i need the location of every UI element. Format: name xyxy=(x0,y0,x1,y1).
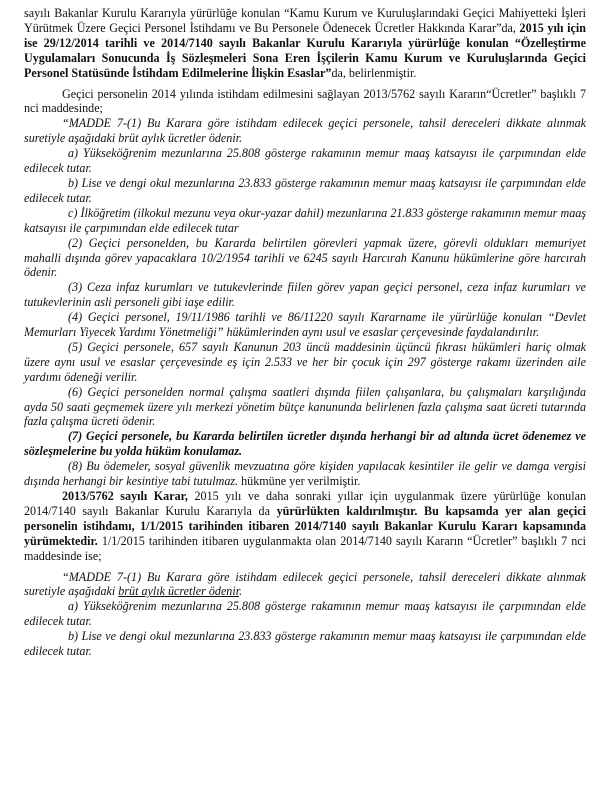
repeal-bold-2: yürürlükten kaldırılmıştır. Bu kapsamda yer alan geçici personelin istihdamı, 1/1/2015 tarihinden itibaren 2014/7140 sayılı Bakanlar Kurulu Kararı kapsamında yürümektedir. xyxy=(24,503,586,548)
intro-tail: da, belirlenmiştir. xyxy=(331,65,417,80)
quote2-item-a: a) Yükseköğrenim mezunlarına 25.808 gösterge rakamının memur maaş katsayısı ile çarpımından elde edilecek tutar. xyxy=(24,599,586,629)
quote2-head-end: . xyxy=(239,584,243,599)
intro-bold-text: 2015 yılı için ise 29/12/2014 tarihli ve 2014/7140 sayılı Bakanlar Kurulu Kararıyla yürürlüğe konulan “Özelleştirme Uygulamaları Sonucunda İş Sözleşmeleri Sona Eren İşçilerin Kamu Kurum ve Kuruluşlarında Geçici Personel Statüsünde İstihdam Edilmelerine İlişkin Esaslar” xyxy=(24,20,586,80)
repeal-text-1: 2015 yılı ve daha sonraki yıllar için uygulanmak üzere yürürlüğe konulan 2014/7140 sayılı Bakanlar Kurulu Kararıyla da xyxy=(24,489,587,518)
document-page xyxy=(24,6,586,659)
quote1-clause-4: (4) Geçici personel, 19/11/1986 tarihli ve 86/11220 sayılı Kararname ile yürürlüğe konulan “Devlet Memurları Yiyecek Yardımı Yönetmeliği” hükümlerinden aynı usul ve esaslar çerçevesinde faydalandırılır. xyxy=(24,310,586,340)
quote1-head: “MADDE 7-(1) Bu Karara göre istihdam edilecek geçici personele, tahsil dereceleri dikkate alınmak suretiyle aşağıdaki brüt aylık ücretler ödenir. xyxy=(24,116,586,146)
quote1-clause-7: (7) Geçici personele, bu Kararda belirtilen ücretler dışında herhangi bir ad altında ücret ödenemez ve sözleşmelerine bu yolda hüküm konulamaz. xyxy=(24,429,586,459)
quote2-item-b: b) Lise ve dengi okul mezunlarına 23.833 gösterge rakamının memur maaş katsayısı ile çarpımından elde edilecek tutar. xyxy=(24,629,586,659)
quote1-clause-8-text: (8) Bu ödemeler, sosyal güvenlik mevzuatına göre kişiden yapılacak kesintiler ile gelir ve damga vergisi dışında herhangi bir kesintiye tabi tutulmaz. xyxy=(24,459,586,489)
para-2013-5762: Geçici personelin 2014 yılında istihdam edilmesini sağlayan 2013/5762 sayılı Kararın“Ücretler” başlıklı 7 nci maddesinde; xyxy=(24,86,586,116)
quote1-clause-3: (3) Ceza infaz kurumları ve tutukevlerinde fiilen görev yapan geçici personel, ceza infaz kurumları ve tutukevlerinin asli personeli gibi iaşe edilir. xyxy=(24,280,586,310)
repeal-text-2: 1/1/2015 tarihinden itibaren uygulanmakta olan 2014/7140 sayılı Kararın “Ücretler” başlıklı 7 nci maddesinde ise; xyxy=(24,533,586,563)
quote1-clause-2: (2) Geçici personelden, bu Kararda belirtilen görevleri yapmak üzere, görevli oldukları memuriyet mahalli dışında görev yapacaklara 10/2/1954 tarihli ve 6245 sayılı Harcırah Kanunu hükümlerine göre harcırah ödenir. xyxy=(24,235,586,280)
quote1-clause-6: (6) Geçici personelden normal çalışma saatleri dışında fiilen çalışanlara, bu çalışmaları karşılığında ayda 50 saati geçmemek üzere yılı merkezi yönetim bütçe kanununda belirlenen fazla çalışma saat ücreti tutarında fazla çalışma ücreti ödenir. xyxy=(24,384,586,429)
repeal-bold-1: 2013/5762 sayılı Karar, xyxy=(62,489,188,503)
quote2-head-underlined: brüt aylık ücretler ödenir xyxy=(118,584,240,599)
quote1-item-b: b) Lise ve dengi okul mezunlarına 23.833 gösterge rakamının memur maaş katsayısı ile çarpımından elde edilecek tutar. xyxy=(24,175,586,205)
quote1-item-a: a) Yükseköğrenim mezunlarına 25.808 gösterge rakamının memur maaş katsayısı ile çarpımından elde edilecek tutar. xyxy=(24,146,586,176)
intro-text: sayılı Bakanlar Kurulu Kararıyla yürürlüğe konulan “Kamu Kurum ve Kuruluşlarındaki Geçici Mahiyetteki İşleri Yürütmek Üzere Geçici Personel İstihdamı ve Bu Personele Ödenecek Ücretler Hakkında Karar”da, xyxy=(24,6,586,35)
para-repeal xyxy=(24,489,586,564)
intro-paragraph xyxy=(24,6,586,81)
quote1-item-c: c) İlköğretim (ilkokul mezunu veya okur-yazar dahil) mezunlarına 21.833 gösterge rakamının memur maaş katsayısı ile çarpımından elde edilecek tutar xyxy=(24,205,586,235)
quote1-clause-8 xyxy=(24,459,586,489)
quote1-clause-5: (5) Geçici personele, 657 sayılı Kanunun 203 üncü maddesinin üçüncü fıkrası hükümleri hariç olmak üzere aynı usul ve esaslar çerçevesinde eş için 2.533 ve her bir çocuk için 297 gösterge rakamı üzerinden aile yardımı ödeneği verilir. xyxy=(24,339,586,384)
quote2-head xyxy=(24,570,586,600)
quote2-head-text: “MADDE 7-(1) Bu Karara göre istihdam edilecek geçici personele, tahsil dereceleri dikkate alınmak suretiyle aşağıdaki xyxy=(24,569,586,599)
quote1-clause-8-tail: hükmüne yer verilmiştir. xyxy=(238,474,361,489)
